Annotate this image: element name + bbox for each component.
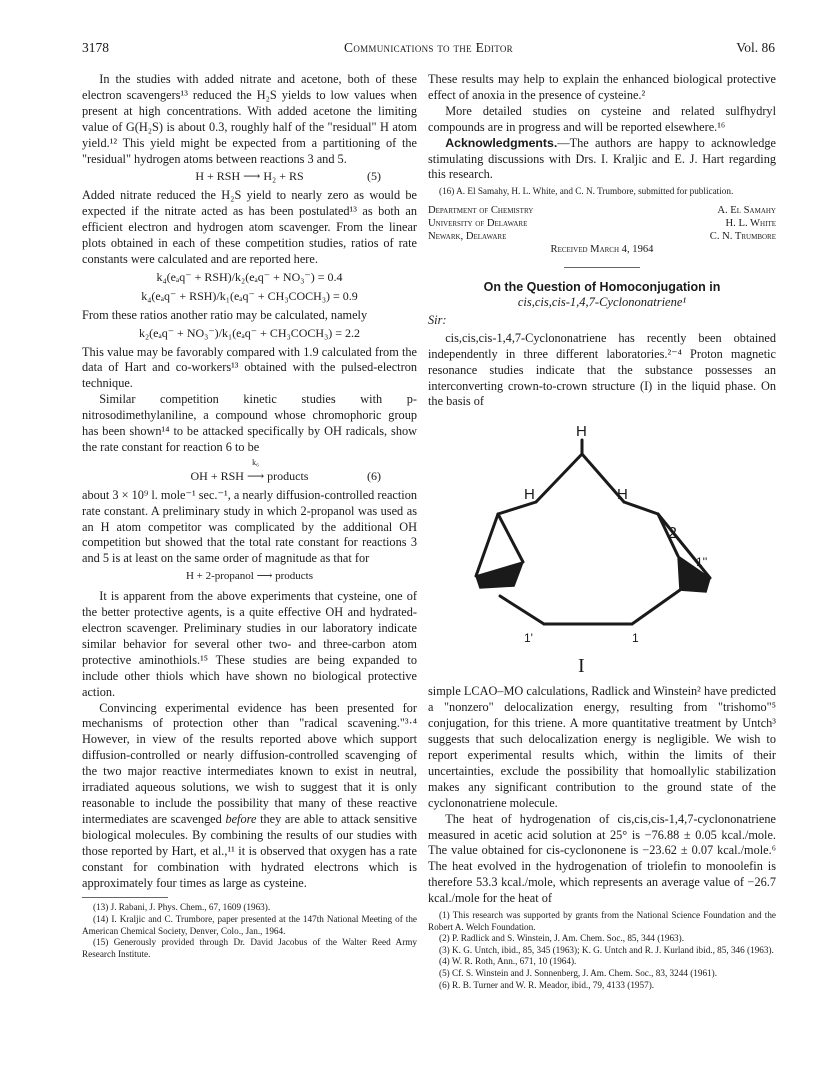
received-date: Received March 4, 1964 — [550, 243, 654, 255]
author-name: H. L. White — [725, 217, 776, 229]
footnotes — [82, 902, 417, 960]
footnote-divider — [82, 897, 168, 898]
left-column — [82, 72, 417, 960]
equation-6: OH + RSH ⟶ products (6) — [190, 468, 381, 483]
structure-figure — [428, 416, 776, 678]
article-divider — [564, 267, 640, 268]
paragraph: It is apparent from the above experiments that cysteine, one of the better protective agents, is a quite effective OH and hydrated-electron scavenger. Preliminary studies in our laboratory indicate similar behavior for several other two- and three-carbon atom protective aminothiols.¹⁵ These studies are being expanded to include other thiols which have shown no biological protective action. — [82, 589, 417, 699]
footnote: (4) W. R. Roth, Ann., 671, 10 (1964). — [439, 956, 577, 967]
bottom-left-bond — [500, 596, 544, 624]
label-carbon-2: 2 — [668, 525, 677, 543]
volume-label: Vol. 86 — [736, 40, 775, 55]
footnote: (2) P. Radlick and S. Winstein, J. Am. Chem. Soc., 85, 344 (1963). — [439, 933, 684, 944]
cyclononatriene-structure — [428, 416, 776, 678]
footnote: (13) J. Rabani, J. Phys. Chem., 67, 1609 (1963). — [93, 902, 271, 913]
footnote: (15) Generously provided through Dr. David Jacobus of the Walter Reed Army Research Institute. — [82, 937, 417, 959]
rate-ratio: k₄(eₐq⁻ + RSH)/k₁(eₐq⁻ + CH₃COCH₃) = 0.9 — [141, 288, 358, 303]
footnote: (3) K. G. Untch, ibid., 85, 345 (1963); K. G. Untch and R. J. Kurland ibid., 85, 346 (1963). — [439, 944, 774, 955]
figure-caption: I — [578, 655, 585, 678]
page-number: 3178 — [82, 40, 109, 55]
affiliation: University of Delaware — [428, 217, 528, 229]
right-column — [428, 72, 776, 991]
author-block — [428, 204, 776, 257]
acknowledgments: Acknowledgments.—The authors are happy to acknowledge stimulating discussions with Drs. I. Kraljic and E. J. Hart regarding this research. — [428, 135, 776, 182]
author-name: A. El Samahy — [717, 204, 776, 216]
paragraph: about 3 × 10⁹ l. mole⁻¹ sec.⁻¹, a nearly diffusion-controlled reaction rate constant. A preliminary study in which 2-propanol was used as an H atom competitor was complicated by the additional OH competition but showed that the total rate constant for reactions 3 and 5 is at least on the same order of magnitude as that for — [82, 487, 417, 566]
label-h-top: H — [576, 423, 587, 441]
left-vertical-bond — [476, 514, 498, 576]
article-title: On the Question of Homoconjugation in — [483, 279, 721, 294]
equation-6-rate-constant: k₆ — [252, 457, 259, 467]
footnote: (5) Cf. S. Winstein and J. Sonnenberg, J. Am. Chem. Soc., 83, 3244 (1961). — [439, 968, 717, 979]
paragraph: Similar competition kinetic studies with p-nitrosodimethylaniline, a compound whose chromophoric group has been shown¹⁴ to be attacked specifically by OH radicals, show the rate constant for reaction 6 to be — [82, 392, 417, 454]
rate-ratio: k₄(eₐq⁻ + RSH)/k₂(eₐq⁻ + NO₃⁻) = 0.4 — [156, 269, 343, 284]
label-h-left: H — [524, 486, 535, 504]
article-subtitle: cis,cis,cis-1,4,7-Cyclononatriene¹ — [517, 294, 687, 309]
paragraph: This value may be favorably compared with 1.9 calculated from the data of Hart and co-workers¹³ obtained with the pulsed-electron technique. — [82, 344, 417, 391]
footnote: (1) This research was supported by grants from the National Science Foundation and the Robert A. Welch Foundation. — [428, 910, 776, 932]
paragraph: More detailed studies on cysteine and related sulfhydryl compounds are in progress and will be reported elsewhere.¹⁶ — [428, 103, 776, 134]
paragraph: These results may help to explain the enhanced biological protective effect of anoxia in the presence of cysteine.² — [428, 72, 776, 102]
rate-ratio: k₂(eₐq⁻ + NO₃⁻)/k₁(eₐq⁻ + CH₃COCH₃) = 2.2 — [138, 325, 361, 340]
left-h-bond — [498, 502, 536, 514]
paragraph: simple LCAO–MO calculations, Radlick and Winstein² have predicted a "nonzero" delocalization energy, resulting from "trishomo"⁵ conjugation, for this triene. A more quantitative treatment by Untch³ suggests that such delocalization energy is negligible. We wish to report experimental results which, within the limits of their uncertainties, exclude the possibility that homoallylic stabilization makes any significant contribution to the ground state of the cyclononatriene molecule. — [428, 684, 776, 810]
left-double-bond-wedge — [476, 562, 523, 588]
left-bridge-bond — [498, 514, 523, 562]
equation-number: (6) — [367, 468, 381, 483]
paragraph: Added nitrate reduced the H₂S yield to nearly zero as would be expected if the nitrate acted as has been postulated¹³ as both an efficient electron and hydrogen atom scavenger. From the linear plots obtained in each of these competition studies, ratios of rate constants were calculated and are reported here. — [82, 188, 417, 266]
paragraph: Convincing experimental evidence has been presented for mechanisms of protection other than "radical scavening."³·⁴ However, in view of the results reported above which support diffusion-controlled or nearly diffusion-controlled scavenging of the two major reactive intermediates known to exist in neutral, irradiated aqueous solutions, we wish to suggest that it is only reasonable to include the possibility that many of these reactive intermediates are scavenged before they are able to attack sensitive biological molecules. By combining the results of our studies with those reported by Hart, et al.,¹¹ it is observed that oxygen has a rate constant for combination with hydrated electrons which is approximately four times as large as cysteine. — [82, 700, 418, 890]
bottom-right-bond — [632, 590, 680, 624]
right-h-bond — [624, 502, 658, 514]
paragraph: cis,cis,cis-1,4,7-Cyclononatriene has recently been obtained independently in three different laboratories.²⁻⁴ Proton magnetic resonance studies indicate that the substance possesses an interconverting crown-to-crown structure (I) in the liquid phase. On the basis of — [428, 330, 776, 409]
equation-number: (5) — [367, 169, 381, 184]
page-header — [82, 40, 775, 60]
label-carbon-1: 1 — [632, 631, 639, 646]
footnote: (14) I. Kraljic and C. Trumbore, paper presented at the 147th National Meeting of the American Chemical Society, Denver, Colo., Jan., 1964. — [82, 914, 417, 936]
paragraph: The heat of hydrogenation of cis,cis,cis-1,4,7-cyclononatriene measured in acetic acid solution at 25° is −76.88 ± 0.05 kcal./mole. The value obtained for cis-cyclononene is −23.62 ± 0.07 kcal./mole.⁶ The heat evolved in the hydrogenation of triolefin to monoolefin is therefore 53.3 kcal./mole, which represents an average value of −26.7 kcal./mole for the heat of — [428, 811, 776, 906]
running-title: Communications to the Editor — [344, 40, 513, 55]
double-bond-wedges — [476, 556, 710, 592]
paragraph: From these ratios another ratio may be calculated, namely — [82, 307, 368, 322]
equation-7: H + 2-propanol ⟶ products — [185, 570, 314, 583]
footnote: (16) A. El Samahy, H. L. White, and C. N. Trumbore, submitted for publication. — [439, 186, 734, 197]
paragraph: In the studies with added nitrate and acetone, both of these electron scavengers¹³ reduced the H₂S yields to low values when present at high concentrations. With added acetone the limiting value of G(H₂S) is about 0.3, roughly half of the "residual" H atom yield.¹² This yield might be expected from a partitioning of the "residual" hydrogen atoms between reactions 3 and 5. — [82, 72, 417, 166]
label-carbon-1-double-prime: 1'' — [696, 555, 708, 570]
affiliation: Department of Chemistry — [428, 204, 534, 216]
label-carbon-1-prime: 1' — [524, 631, 533, 646]
salutation: Sir: — [428, 312, 447, 327]
affiliation: Newark, Delaware — [428, 230, 507, 242]
label-h-right: H — [617, 486, 628, 504]
top-left-bond — [536, 454, 582, 502]
equation-5: H + RSH ⟶ H₂ + RS (5) — [195, 169, 381, 184]
footnote: (6) R. B. Turner and W. R. Meador, ibid., 79, 4133 (1957). — [439, 979, 655, 990]
footnotes — [428, 910, 776, 991]
author-name: C. N. Trumbore — [709, 230, 776, 242]
